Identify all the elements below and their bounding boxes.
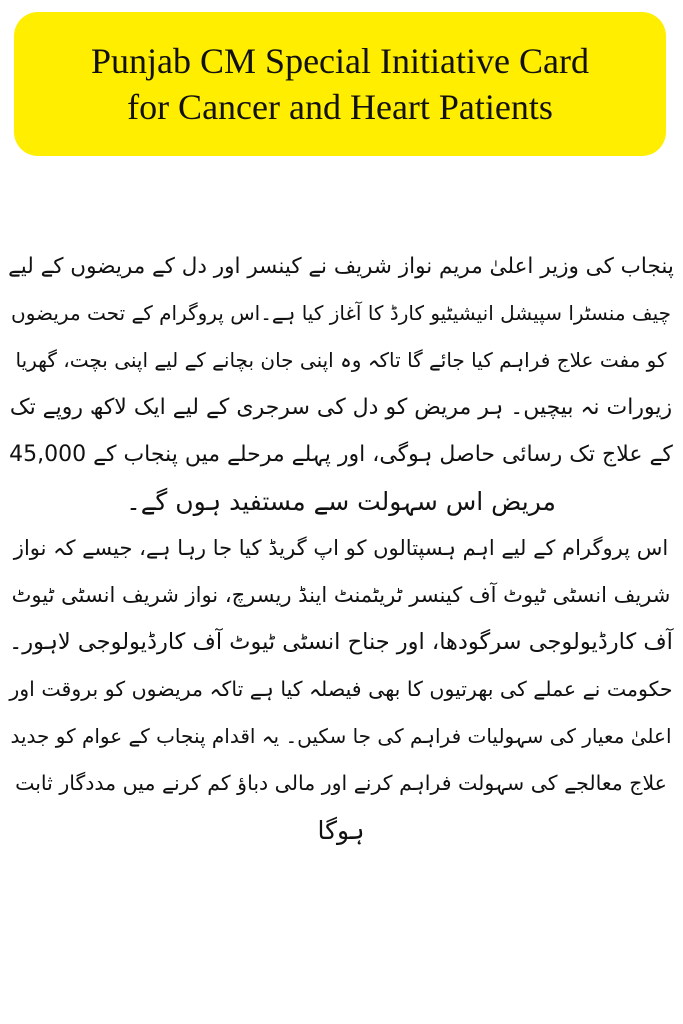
body-line: کو مفت علاج فراہم کیا جائے گا تاکہ وہ اپنی جان بچانے کے لیے اپنی بچت، گھریا [15,348,667,372]
body-line: حکومت نے عملے کی بھرتیوں کا بھی فیصلہ کیا ہے تاکہ مریضوں کو بروقت اور [9,677,673,701]
body-line: علاج معالجے کی سہولت فراہم کرنے اور مالی دباؤ کم کرنے میں مددگار ثابت [15,771,667,795]
body-line: اس پروگرام کے لیے اہم ہسپتالوں کو اپ گریڈ کیا جا رہا ہے، جیسے کہ نواز [13,536,669,560]
body-line: پنجاب کی وزیر اعلیٰ مریم نواز شریف نے کینسر اور دل کے مریضوں کے لیے [8,254,674,279]
body-line: اعلیٰ معیار کی سہولیات فراہم کی جا سکیں۔ یہ اقدام پنجاب کے عوام کو جدید [10,724,672,748]
article-body [8,243,674,854]
body-line: آف کارڈیولوجی سرگودھا، اور جناح انسٹی ٹیوٹ آف کارڈیولوجی لاہور۔ [9,629,673,655]
body-line: مریض اس سہولت سے مستفید ہوں گے۔ [126,487,556,516]
body-line: ہوگا [317,816,365,845]
title-line-2: for Cancer and Heart Patients [127,87,553,127]
body-line: چیف منسٹرا سپیشل انیشیٹیو کارڈ کا آغاز کیا ہے۔اس پروگرام کے تحت مریضوں [11,301,671,325]
body-line: کے علاج تک رسائی حاصل ہوگی، اور پہلے مرحلے میں پنجاب کے 45,000 [9,442,673,467]
body-line: زیورات نہ بیچیں۔ ہر مریض کو دل کی سرجری کے لیے ایک لاکھ روپے تک [9,395,673,420]
body-line: شریف انسٹی ٹیوٹ آف کینسر ٹریٹمنٹ اینڈ ریسرچ، نواز شریف انسٹی ٹیوٹ [11,583,671,607]
title-banner [14,12,666,156]
title-line-1: Punjab CM Special Initiative Card [91,41,589,81]
